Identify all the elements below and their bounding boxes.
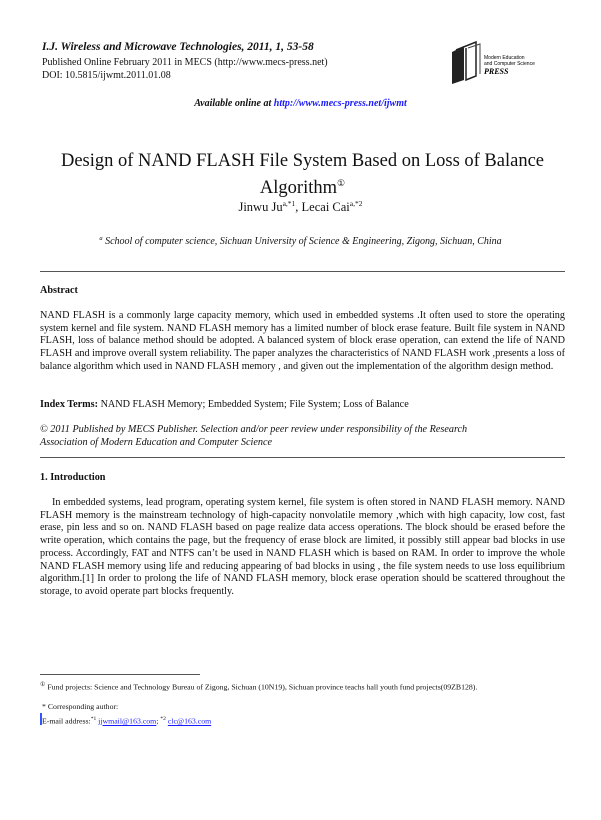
index-terms-label: Index Terms: xyxy=(40,399,99,410)
available-online xyxy=(0,98,601,109)
abstract-heading: Abstract xyxy=(40,285,78,296)
logo-text-3: PRESS xyxy=(484,67,509,76)
logo-text-2: and Computer Science xyxy=(484,61,535,67)
fund-text: Fund projects: Science and Technology Bureau of Zigong, Sichuan (10N19), Sichuan province teachs hall youth fund projects(09ZB128). xyxy=(45,682,478,692)
divider xyxy=(40,457,565,458)
affiliation-sup: a xyxy=(99,235,103,242)
title-footnote-mark: ① xyxy=(337,178,346,188)
journal-citation: I.J. Wireless and Microwave Technologies, 2011, 1, 53-58 xyxy=(42,41,314,53)
author-separator: , xyxy=(295,200,302,214)
book-logo-icon xyxy=(450,40,540,84)
author-name: Jinwu Ju xyxy=(238,200,283,214)
abstract-text: NAND FLASH is a commonly large capacity memory, which used in embedded systems .It often used to store the operating system kernel and file system. NAND FLASH memory has a limited number of block erase feature. Built file system in NAND FLASH, loss of balance method should be adopted. A balanced system of block erase operation, can extend the life of NAND FLASH and improve overall system reliability. The paper analyzes the characteristics of NAND FLASH work ,presents a loss of balance algorithm which used in NAND FLASH memory , and given out the implementation of the algorithm design method. xyxy=(40,310,565,372)
footnote-rule xyxy=(40,674,200,675)
email-separator: ; xyxy=(156,716,161,726)
email-label: E-mail address: xyxy=(42,716,91,726)
journal-link[interactable]: http://www.mecs-press.net/ijwmt xyxy=(273,98,407,109)
copyright: © 2011 Published by MECS Publisher. Selection and/or peer review under responsibility of the Research Association of Modern Education and Computer Science xyxy=(40,424,468,448)
affiliation xyxy=(0,235,601,247)
introduction-heading: 1. Introduction xyxy=(40,472,106,483)
published-line: Published Online February 2011 in MECS (http://www.mecs-press.net) xyxy=(42,57,328,68)
index-terms xyxy=(40,399,565,412)
email-line xyxy=(42,714,211,727)
doi: DOI: 10.5815/ijwmt.2011.01.08 xyxy=(42,70,171,81)
index-terms-text: NAND FLASH Memory; Embedded System; File System; Loss of Balance xyxy=(98,399,409,410)
authors xyxy=(0,199,601,215)
corresponding-author: * Corresponding author: xyxy=(42,702,119,711)
email-link-2[interactable]: clc@163.com xyxy=(167,716,212,726)
fund-footnote xyxy=(40,680,570,693)
paper-title xyxy=(40,150,565,199)
available-prefix: Available online at xyxy=(194,98,274,109)
email-link-1[interactable]: jjwmail@163.com xyxy=(98,716,157,726)
logo-text-1: Modern Education xyxy=(484,55,525,61)
mecs-press-logo xyxy=(450,40,540,84)
email-sup: *2 xyxy=(160,716,166,722)
title-text: Design of NAND FLASH File System Based on Loss of Balance Algorithm xyxy=(60,151,544,198)
introduction-text: In embedded systems, lead program, operating system kernel, file system is often stored in NAND FLASH memory. NAND FLASH memory is the mainstream technology of high-capacity nonvolatile memory ,which with high capacity, low cost, fast erase, pin less and so on. NAND FLASH based on page realize data access operations. The block should be erased before the write operation, which contains the page, but the frequency of erase block are limited, it possibly still appear bad blocks in use process. Accordingly, FAT and NTFS can’t be used in NAND FLASH which is based on RAM. In order to improve the whole NAND FLASH memory using life and reducing appearing of bad blocks in using , the file system needs to use loss equilibrium algorithm.[1] In order to prolong the life of NAND FLASH memory, block erase operation should be scattered throughout the storage, to avoid operate part blocks frequently. xyxy=(40,497,565,597)
author-name: Lecai Cai xyxy=(301,200,350,214)
author-sup: a,*1 xyxy=(282,199,296,208)
affiliation-text: School of computer science, Sichuan University of Science & Engineering, Zigong, Sichuan, China xyxy=(102,236,502,247)
divider xyxy=(40,271,565,272)
author-sup: a,*2 xyxy=(349,199,363,208)
fund-mark: ① xyxy=(40,682,46,688)
email-sup: *1 xyxy=(90,716,97,722)
